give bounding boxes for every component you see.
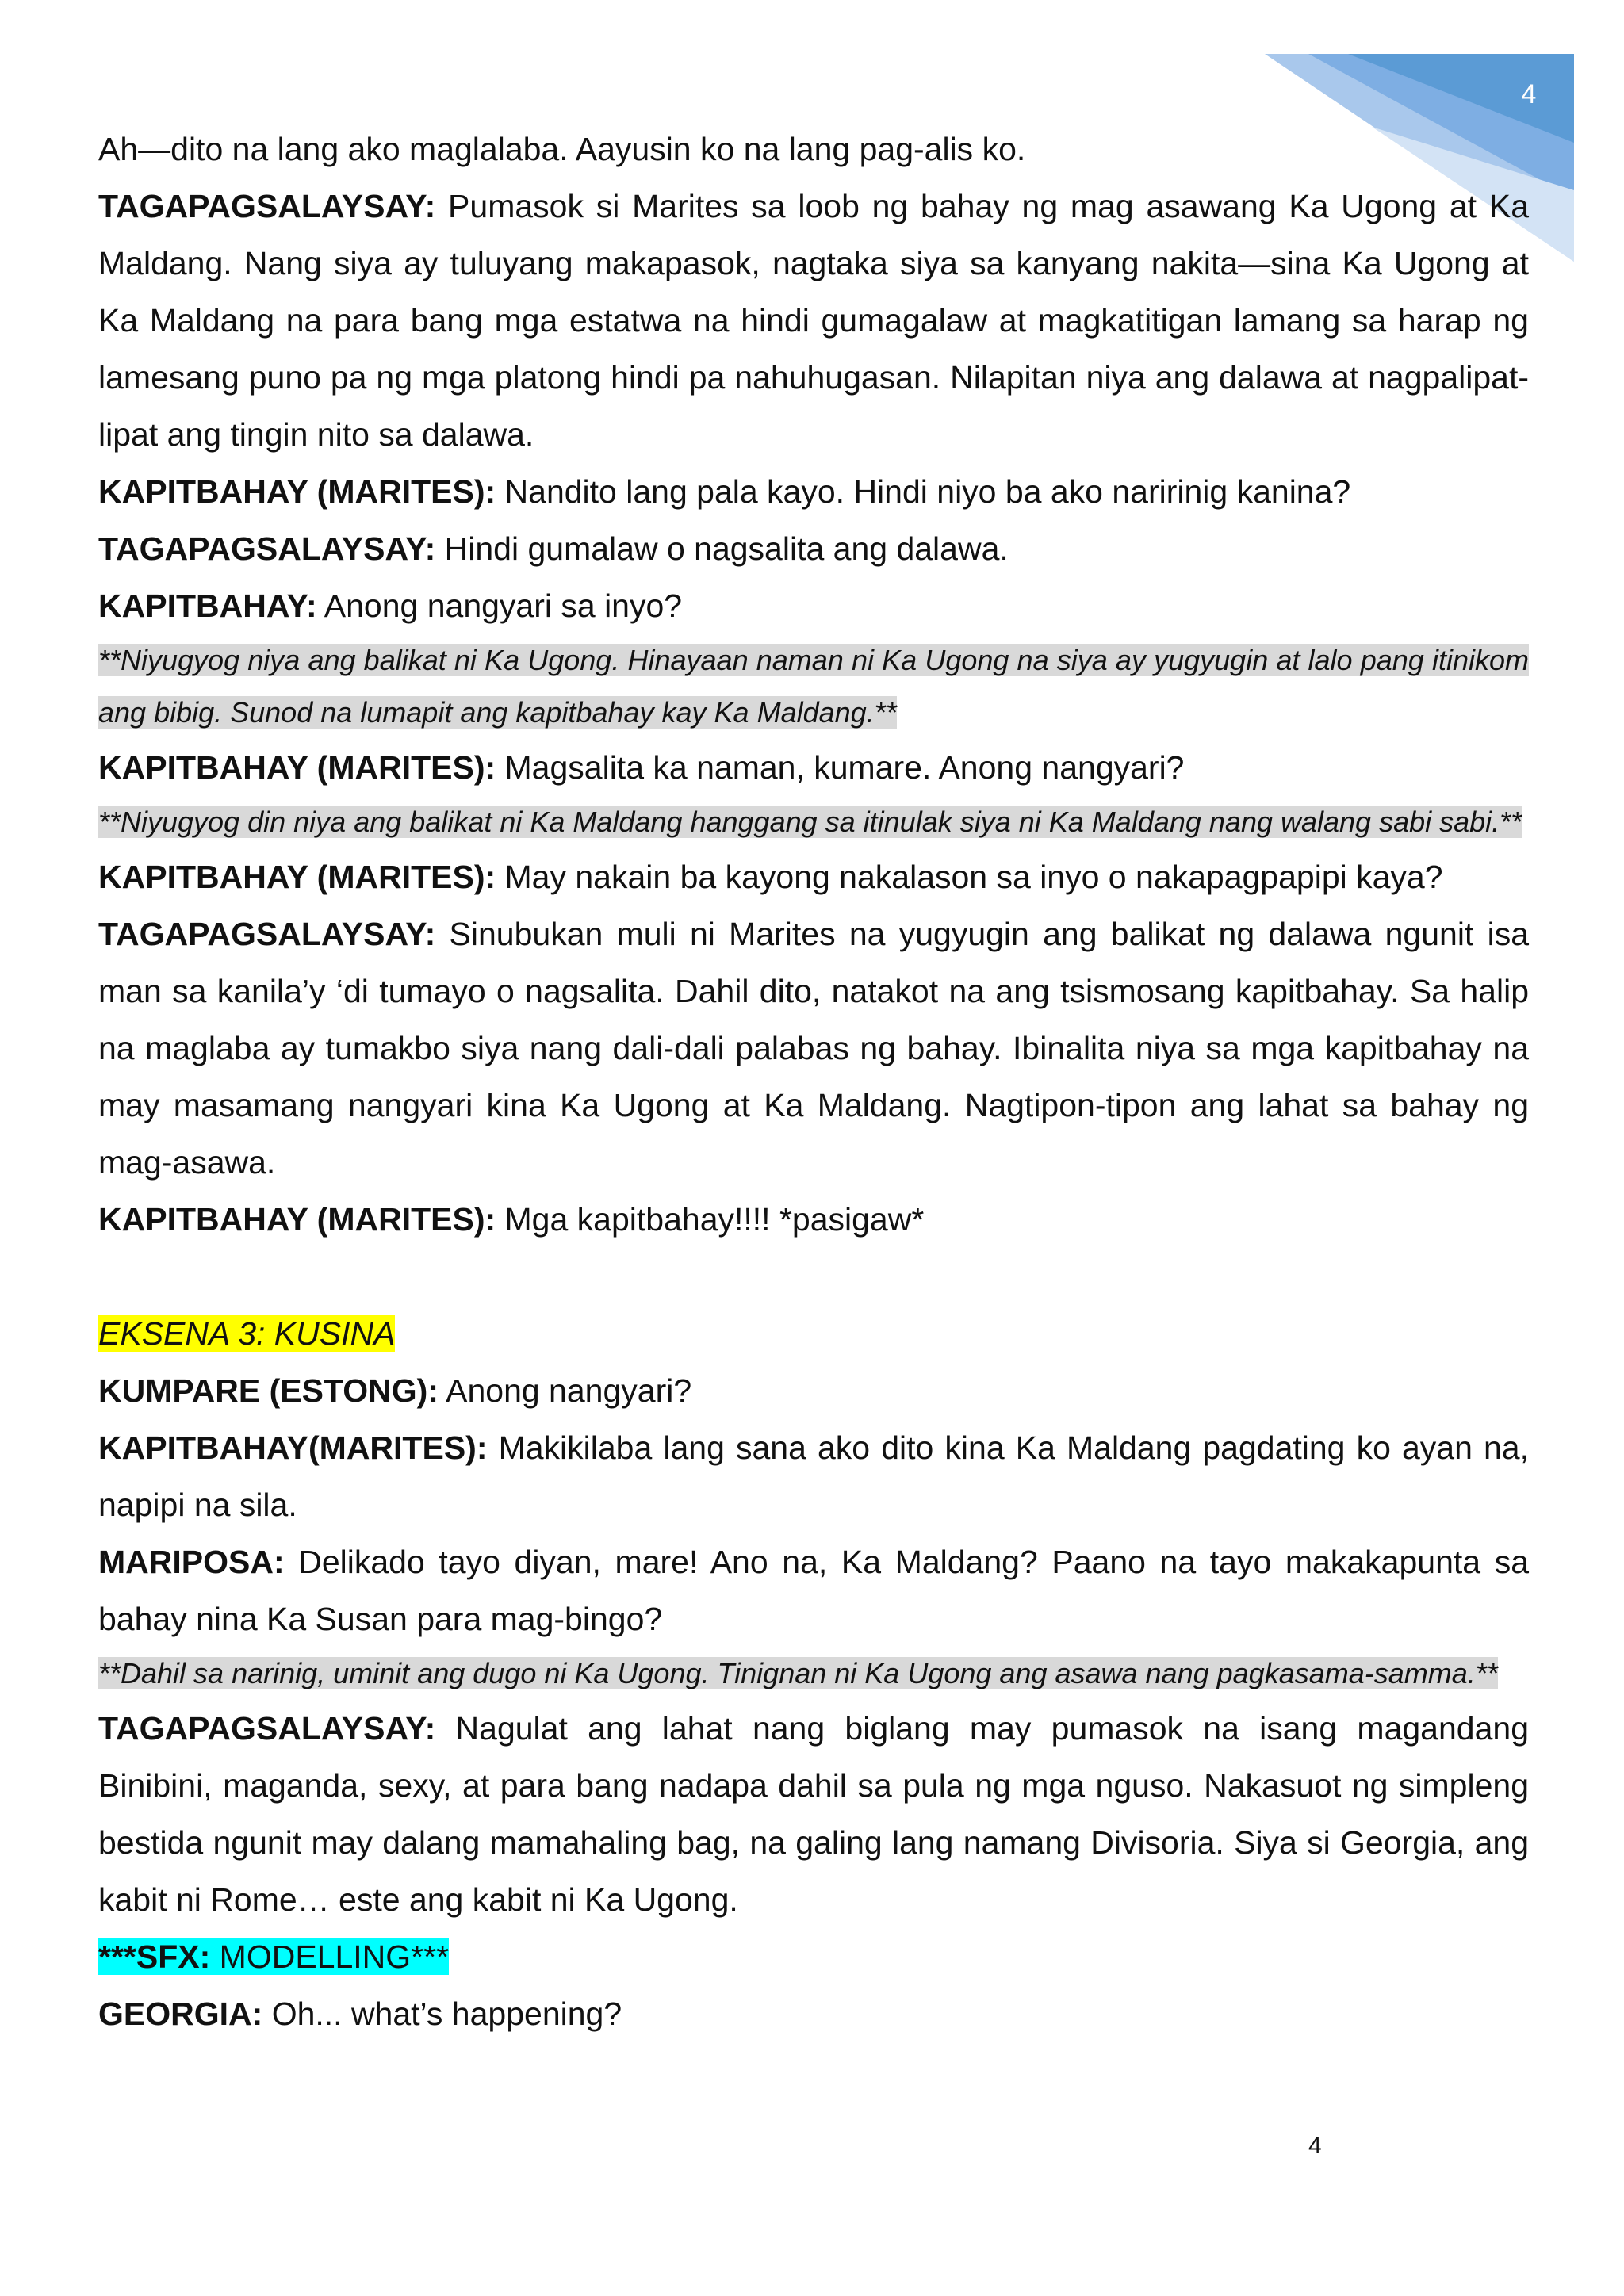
- line-text: Mga kapitbahay!!!! *pasigaw*: [496, 1201, 925, 1238]
- script-line: [98, 1700, 1529, 1928]
- line-text: Magsalita ka naman, kumare. Anong nangyari?: [496, 749, 1185, 786]
- sfx-highlight: [98, 1938, 449, 1975]
- speaker-name: KAPITBAHAY:: [98, 587, 317, 624]
- line-text: Hindi gumalaw o nagsalita ang dalawa.: [435, 530, 1009, 567]
- script-line: [98, 121, 1529, 178]
- stage-direction-text: **Niyugyog niya ang balikat ni Ka Ugong. Hinayaan naman ni Ka Ugong na siya ay yugyugin at lalo pang itinikom ang bibig. Sunod na lumapit ang kapitbahay kay Ka Maldang.**: [98, 644, 1529, 729]
- sfx-prefix: ***: [98, 1938, 136, 1975]
- scene-heading: [98, 1305, 1529, 1362]
- line-text: Delikado tayo diyan, mare! Ano na, Ka Maldang? Paano na tayo makakapunta sa bahay nina Ka Susan para mag-bingo?: [98, 1544, 1529, 1637]
- line-text: Anong nangyari?: [438, 1372, 692, 1409]
- script-line: [98, 1191, 1529, 1248]
- script-line: [98, 1985, 1529, 2042]
- stage-direction: [98, 796, 1529, 848]
- line-text: Sinubukan muli ni Marites na yugyugin ang balikat ng dalawa ngunit isa man sa kanila’y ‘di tumayo o nagsalita. Dahil dito, natakot na ang tsismosang kapitbahay. Sa halip na maglaba ay tumakbo siya nang dali-dali palabas ng bahay. Ibinalita niya sa mga kapitbahay na may masamang nangyari kina Ka Ugong at Ka Maldang. Nagtipon-tipon ang lahat sa bahay ng mag-asawa.: [98, 916, 1529, 1181]
- script-line: [98, 1362, 1529, 1419]
- line-text: Ah—dito na lang ako maglalaba. Aayusin ko na lang pag-alis ko.: [98, 131, 1026, 167]
- script-line: [98, 739, 1529, 796]
- speaker-name: KAPITBAHAY (MARITES):: [98, 1201, 496, 1238]
- scene-heading-text: EKSENA 3: KUSINA: [98, 1315, 396, 1352]
- speaker-name: KUMPARE (ESTONG):: [98, 1372, 439, 1409]
- speaker-name: TAGAPAGSALAYSAY:: [98, 530, 436, 567]
- line-text: Oh... what’s happening?: [262, 1996, 622, 2032]
- script-line: [98, 1419, 1529, 1533]
- speaker-name: KAPITBAHAY(MARITES):: [98, 1429, 488, 1466]
- script-line: [98, 520, 1529, 577]
- speaker-name: TAGAPAGSALAYSAY:: [98, 188, 436, 224]
- sfx-text: MODELLING***: [210, 1938, 450, 1975]
- speaker-name: GEORGIA:: [98, 1996, 263, 2032]
- line-text: Nandito lang pala kayo. Hindi niyo ba ako naririnig kanina?: [496, 473, 1351, 510]
- script-line: [98, 463, 1529, 520]
- document-body: [98, 121, 1529, 2042]
- script-line: [98, 848, 1529, 905]
- line-text: Pumasok si Marites sa loob ng bahay ng mag asawang Ka Ugong at Ka Maldang. Nang siya ay tuluyang makapasok, nagtaka siya sa kanyang nakita—sina Ka Ugong at Ka Maldang na para bang mga estatwa na hindi gumagalaw at magkatitigan lamang sa harap ng lamesang puno pa ng mga platong hindi pa nahuhugasan. Nilapitan niya ang dalawa at nagpalipat-lipat ang tingin nito sa dalawa.: [98, 188, 1529, 453]
- script-line: [98, 905, 1529, 1191]
- stage-direction: [98, 634, 1529, 739]
- speaker-name: MARIPOSA:: [98, 1544, 285, 1580]
- speaker-name: KAPITBAHAY (MARITES):: [98, 859, 496, 895]
- stage-direction-text: **Niyugyog din niya ang balikat ni Ka Maldang hanggang sa itinulak siya ni Ka Maldang nang walang sabi sabi.**: [98, 806, 1522, 838]
- script-line: [98, 178, 1529, 463]
- footer-page-number: 4: [1308, 2133, 1322, 2159]
- speaker-name: KAPITBAHAY (MARITES):: [98, 473, 496, 510]
- line-text: May nakain ba kayong nakalason sa inyo o nakapagpapipi kaya?: [496, 859, 1443, 895]
- sfx-label: SFX:: [136, 1938, 211, 1975]
- line-text: Nagulat ang lahat nang biglang may pumasok na isang magandang Binibini, maganda, sexy, at para bang nadapa dahil sa pula ng mga nguso. Nakasuot ng simpleng bestida ngunit may dalang mamahaling bag, na galing lang namang Divisoria. Siya si Georgia, ang kabit ni Rome… este ang kabit ni Ka Ugong.: [98, 1710, 1529, 1918]
- speaker-name: TAGAPAGSALAYSAY:: [98, 1710, 436, 1747]
- header-page-number: 4: [1521, 79, 1537, 109]
- script-line: [98, 577, 1529, 634]
- sfx-cue: [98, 1928, 1529, 1985]
- line-text: Makikilaba lang sana ako dito kina Ka Maldang pagdating ko ayan na, napipi na sila.: [98, 1429, 1529, 1523]
- script-line: [98, 1533, 1529, 1647]
- stage-direction: [98, 1647, 1529, 1700]
- speaker-name: TAGAPAGSALAYSAY:: [98, 916, 436, 952]
- stage-direction-text: **Dahil sa narinig, uminit ang dugo ni Ka Ugong. Tinignan ni Ka Ugong ang asawa nang pagkasama-samma.**: [98, 1657, 1498, 1689]
- line-text: Anong nangyari sa inyo?: [316, 587, 683, 624]
- speaker-name: KAPITBAHAY (MARITES):: [98, 749, 496, 786]
